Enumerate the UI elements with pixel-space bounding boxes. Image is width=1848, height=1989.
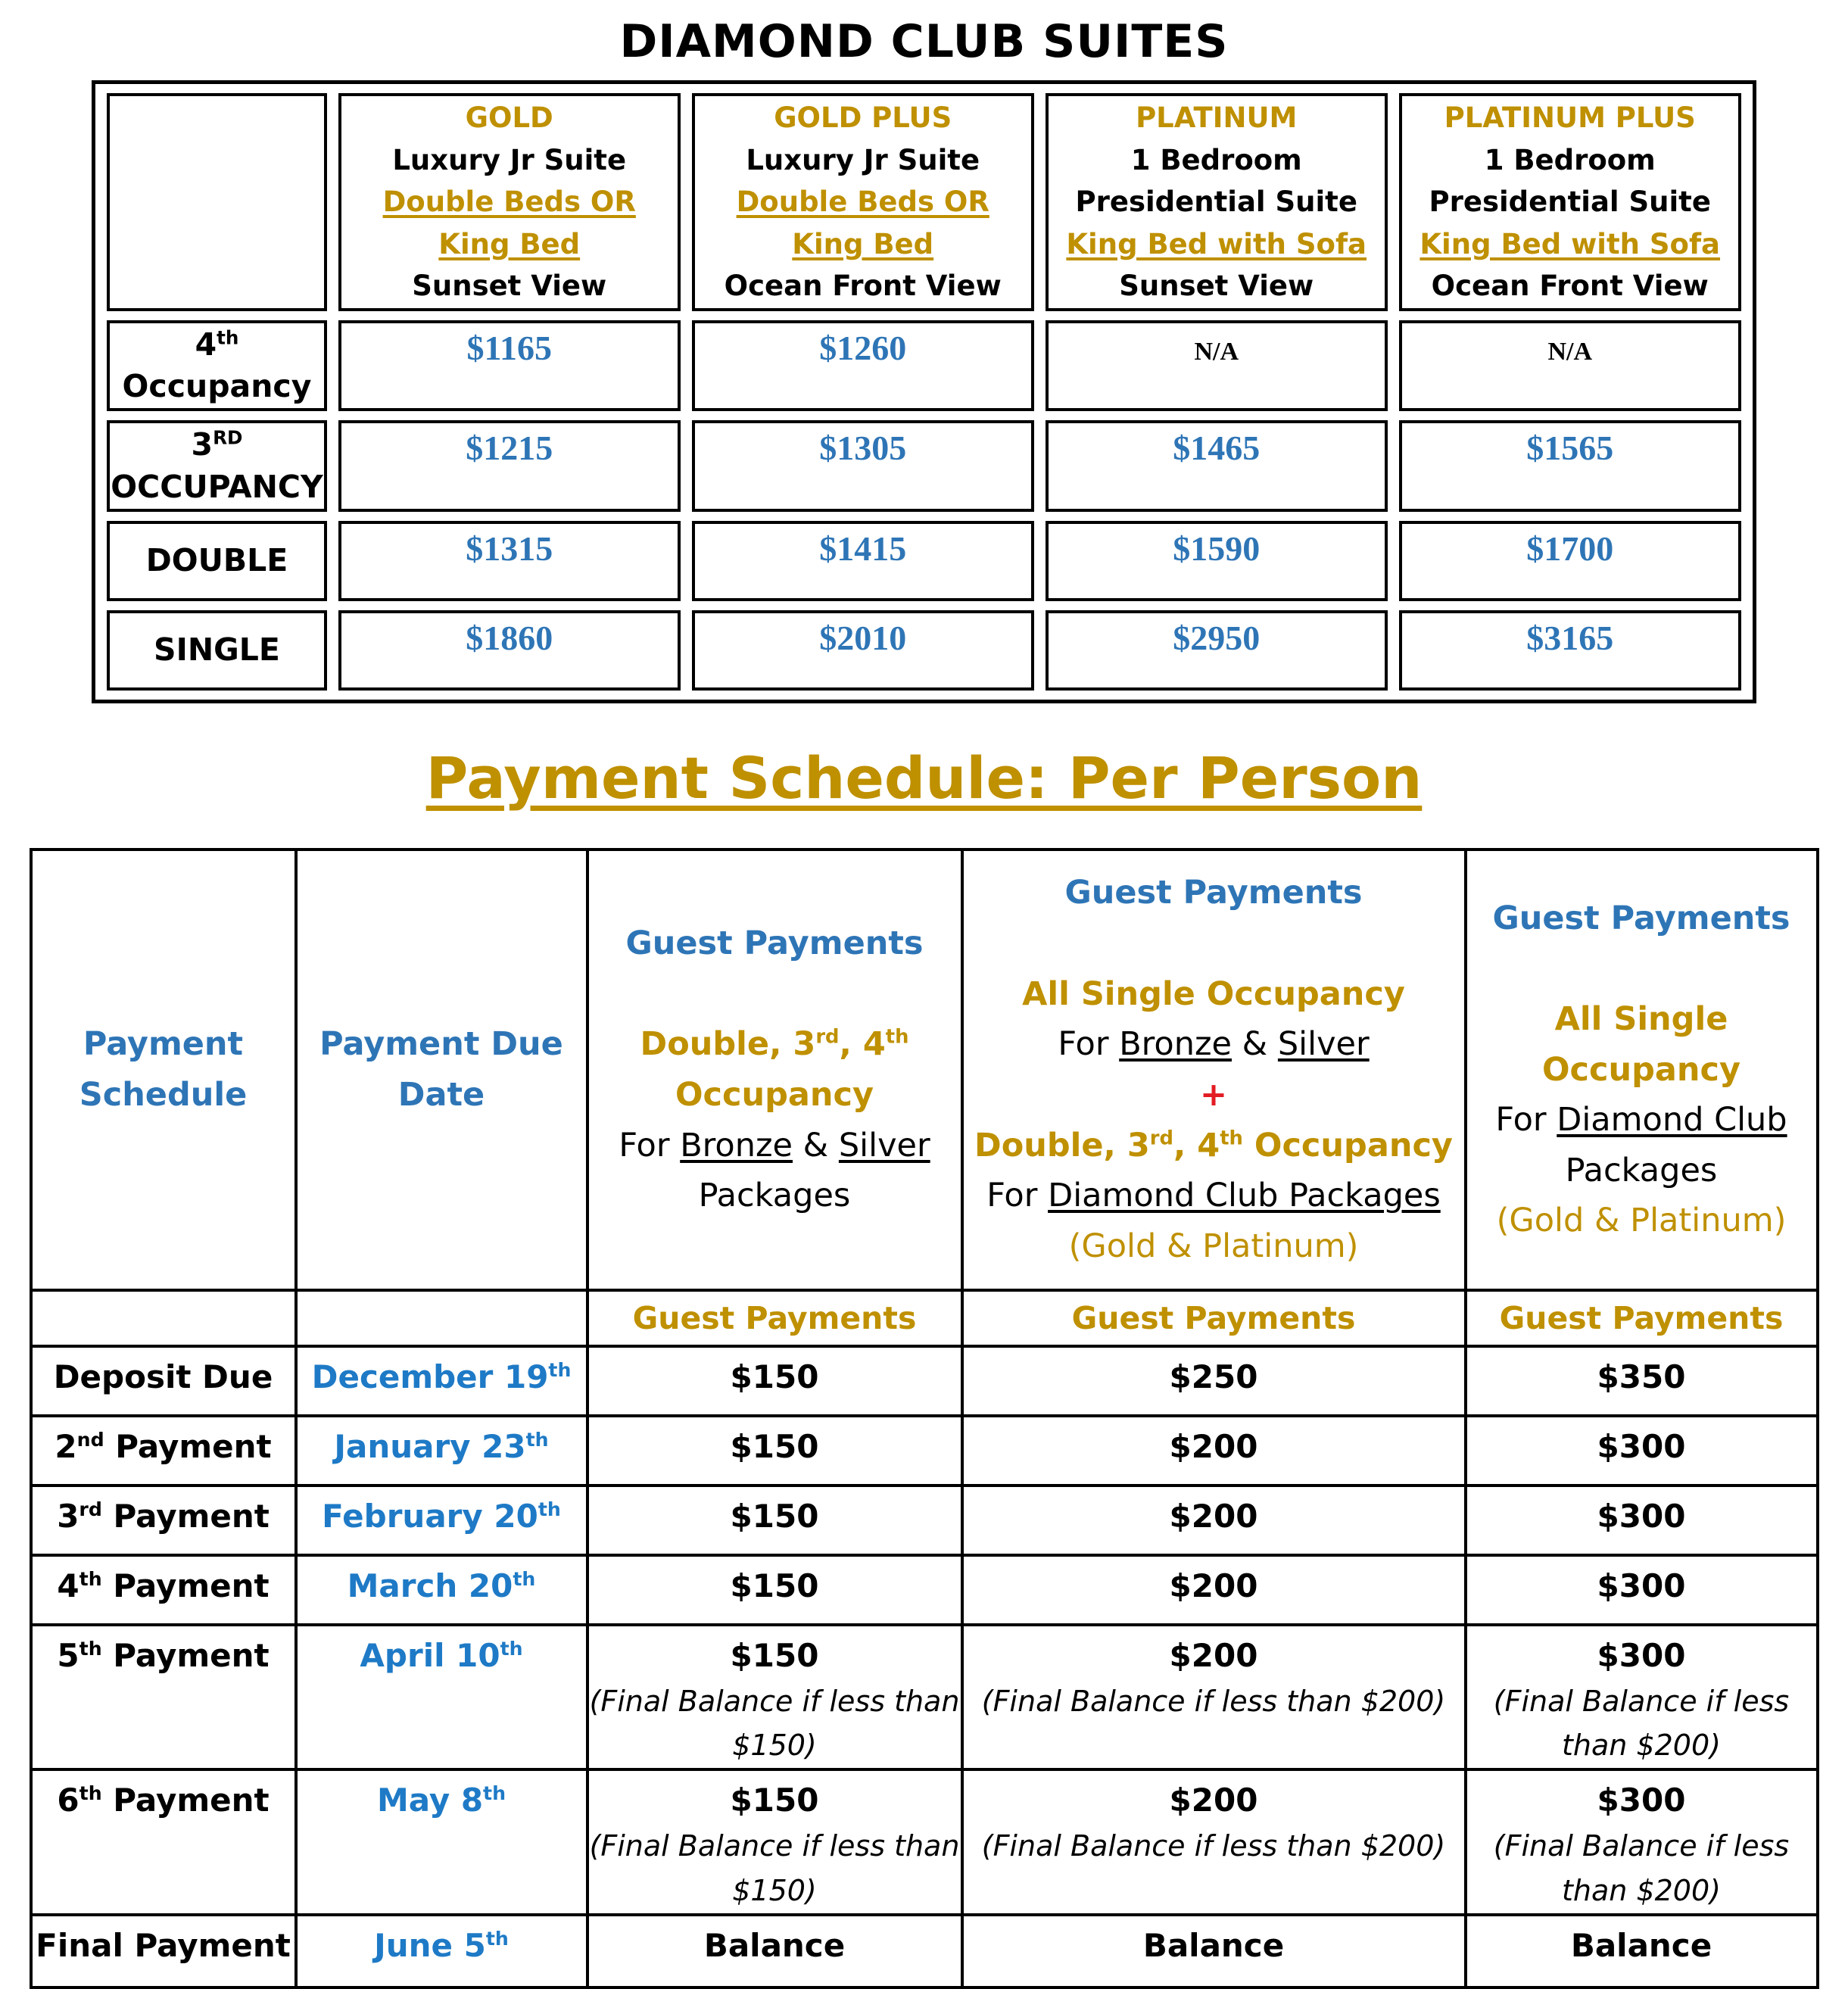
guest-payments-subheader-row [31,1290,1818,1346]
suites-corner-cell [107,93,326,311]
suites-col-header-platinum: PLATINUM 1 Bedroom Presidential Suite King Bed with Sofa Sunset View [1046,93,1388,311]
payment-amount-cell: Balance [587,1915,962,1987]
suites-price-cell: N/A [1399,320,1741,412]
payment-due-date-cell: February 20th [296,1486,587,1555]
payment-row-label: 3rd Payment [31,1486,296,1555]
guest-payments-subheader-label: Guest Payments [632,1299,917,1336]
suites-price-cell: $1465 [1046,420,1388,512]
payment-amount-cell: $200 [962,1555,1466,1625]
payment-row-label: Final Payment [31,1915,296,1987]
suites-price-cell: $1565 [1399,420,1741,512]
payment-row-label: 2nd Payment [31,1416,296,1486]
payment-amount-cell: $200 [962,1486,1466,1555]
guest-payments-subheader [962,1290,1466,1346]
payment-amount-cell: $200 (Final Balance if less than $200) [962,1769,1466,1914]
guest-payments-subheader-label: Guest Payments [1499,1299,1784,1336]
payment-row-deposit [31,1346,1818,1416]
suites-price-cell: $2950 [1046,610,1388,691]
payment-amount-cell: $300 [1466,1486,1818,1555]
payment-amount-cell: $150 [587,1416,962,1486]
payment-amount-cell: $300 [1466,1416,1818,1486]
payment-row-6th [31,1769,1818,1914]
suites-row-3rd-occupancy [107,420,1740,512]
payment-amount-cell: $250 [962,1346,1466,1416]
payment-amount-cell: $200 [962,1416,1466,1486]
suites-table [92,80,1756,703]
suites-price-cell: $1315 [338,521,681,601]
suites-price-cell: $1165 [338,320,681,412]
payment-due-date-cell: December 19th [296,1346,587,1416]
payment-row-5th [31,1625,1818,1769]
payment-amount-cell: $200 (Final Balance if less than $200) [962,1625,1466,1769]
payment-amount-cell: $300 (Final Balance if less than $200) [1466,1625,1818,1769]
payment-row-2nd [31,1416,1818,1486]
suites-row-4th-occupancy [107,320,1740,412]
suites-row-label: 3RD OCCUPANCY [107,420,326,512]
suites-col-header-platinum-plus: PLATINUM PLUS 1 Bedroom Presidential Suite King Bed with Sofa Ocean Front View [1399,93,1741,311]
suites-price-cell: $1700 [1399,521,1741,601]
suites-price-cell: $1305 [692,420,1034,512]
payment-due-date-cell: April 10th [296,1625,587,1769]
payment-amount-cell: Balance [962,1915,1466,1987]
payment-row-3rd [31,1486,1818,1555]
empty-cell [296,1290,587,1346]
suites-row-label: SINGLE [107,610,326,691]
suites-price-cell: $1415 [692,521,1034,601]
guest-payments-subheader-label: Guest Payments [1071,1299,1356,1336]
payment-due-date-cell: January 23th [296,1416,587,1486]
payment-amount-cell: $350 [1466,1346,1818,1416]
payment-amount-cell: $150 [587,1346,962,1416]
suites-price-cell: $1215 [338,420,681,512]
suites-header-row [107,93,1740,311]
suites-price-cell: $1590 [1046,521,1388,601]
document [0,15,1848,1989]
empty-cell [31,1290,296,1346]
suites-col-header-gold: GOLD Luxury Jr Suite Double Beds OR King Bed Sunset View [338,93,681,311]
payment-amount-cell: $150 [587,1486,962,1555]
payment-amount-cell: $300 (Final Balance if less than $200) [1466,1769,1818,1914]
payment-amount-cell: $150 (Final Balance if less than $150) [587,1625,962,1769]
suites-price-cell: $3165 [1399,610,1741,691]
payment-row-label: 4th Payment [31,1555,296,1625]
payment-schedule-title-text: Payment Schedule: Per Person [425,744,1423,812]
payment-col-header-guest-payments-1: Guest Payments Double, 3rd, 4th Occupancy For Bronze & Silver Packages [587,850,962,1290]
payment-schedule-title [0,744,1848,812]
guest-payments-subheader [1466,1290,1818,1346]
page-title: DIAMOND CLUB SUITES [619,15,1229,68]
payment-due-date-cell: May 8th [296,1769,587,1914]
payment-table [30,848,1819,1989]
suites-price-cell: $1260 [692,320,1034,412]
payment-col-header-guest-payments-3: Guest Payments All Single Occupancy For Diamond Club Packages (Gold & Platinum) [1466,850,1818,1290]
payment-amount-cell: $150 [587,1555,962,1625]
suites-row-single [107,610,1740,691]
suites-row-label: 4th Occupancy [107,320,326,412]
suites-col-header-gold-plus: GOLD PLUS Luxury Jr Suite Double Beds OR King Bed Ocean Front View [692,93,1034,311]
payment-amount-cell: Balance [1466,1915,1818,1987]
payment-due-date-cell: March 20th [296,1555,587,1625]
payment-amount-cell: $300 [1466,1555,1818,1625]
payment-due-date-cell: June 5th [296,1915,587,1987]
suites-row-label: DOUBLE [107,521,326,601]
payment-amount-cell: $150 (Final Balance if less than $150) [587,1769,962,1914]
payment-row-label: Deposit Due [31,1346,296,1416]
payment-col-header-schedule: Payment Schedule [31,850,296,1290]
payment-col-header-due-date: Payment Due Date [296,850,587,1290]
payment-col-header-guest-payments-2: Guest Payments All Single Occupancy For Bronze & Silver + Double, 3rd, 4th Occupancy For Diamond Club Packages (Gold & Platinum) [962,850,1466,1290]
suites-row-double [107,521,1740,601]
payment-row-label: 5th Payment [31,1625,296,1769]
suites-price-cell: N/A [1046,320,1388,412]
payment-row-4th [31,1555,1818,1625]
payment-row-final [31,1915,1818,1987]
guest-payments-subheader [587,1290,962,1346]
payment-header-row [31,850,1818,1290]
suites-price-cell: $2010 [692,610,1034,691]
suites-price-cell: $1860 [338,610,681,691]
payment-row-label: 6th Payment [31,1769,296,1914]
